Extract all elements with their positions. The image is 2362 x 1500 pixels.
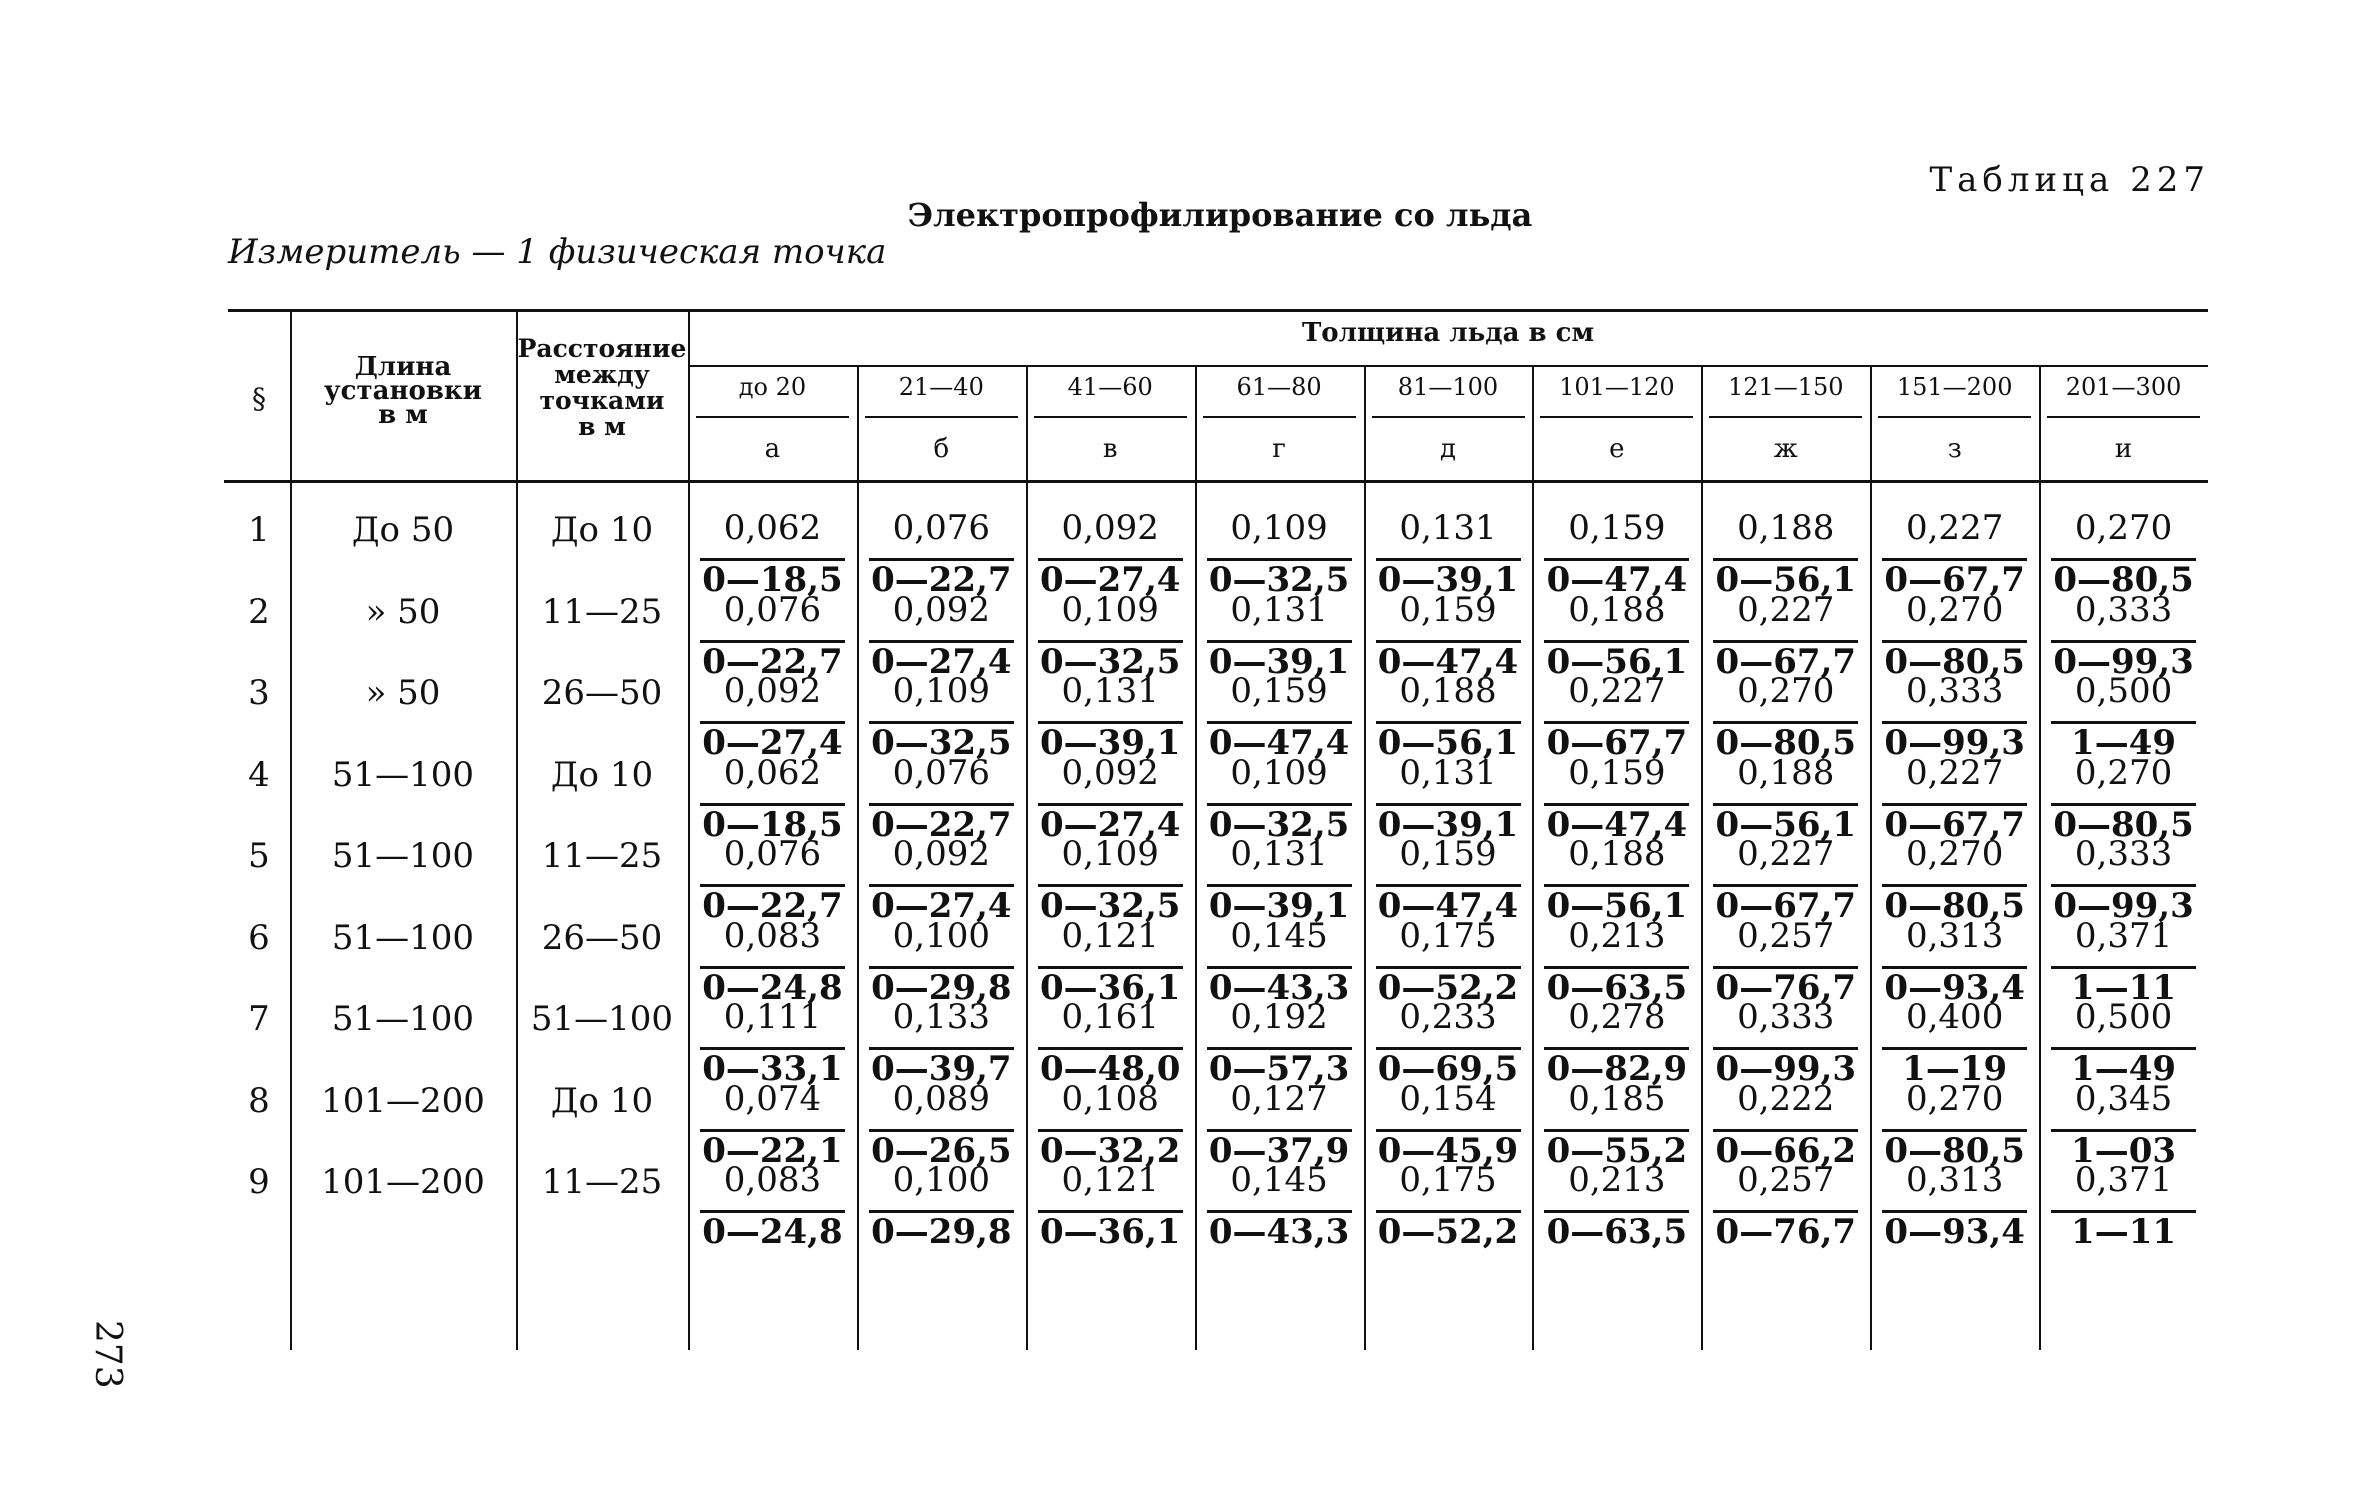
letter-header: д [1439,434,1456,464]
row-number: 1 [248,510,270,550]
range-underline [1709,416,1862,418]
row-number: 8 [248,1080,270,1121]
cell-price: 0—32,5 [1039,641,1181,682]
cell-price: 0—93,4 [1884,1212,2025,1252]
cell-coefficient: 0,270 [1905,1078,2004,1119]
cell-price: 1—49 [2071,723,2177,763]
cell-price: 0—80,5 [2053,560,2194,600]
cell-price: 0—24,8 [702,967,843,1008]
cell-coefficient: 0,188 [1737,508,1835,548]
installation-length: 51—100 [331,999,475,1039]
cell-coefficient: 0,159 [1568,752,1666,793]
installation-length: » 50 [365,591,441,632]
row-number: 2 [248,591,270,632]
cell-coefficient: 0,175 [1399,1160,1497,1200]
cell-coefficient: 0,076 [892,508,990,548]
cell-price: 0—22,1 [702,1130,843,1171]
cell-coefficient: 0,345 [2074,1078,2173,1119]
cell-coefficient: 0,083 [723,1160,822,1200]
cell-coefficient: 0,076 [723,834,822,874]
cell-price: 0—76,7 [1715,1212,1856,1252]
row-number: 4 [248,754,270,795]
row-number: 7 [248,999,270,1039]
cell-coefficient: 0,371 [2074,1160,2173,1200]
cell-price: 0—32,5 [1208,560,1350,600]
cell-price: 0—26,5 [871,1130,1012,1171]
cell-price: 0—33,1 [702,1049,843,1089]
cell-price: 1—11 [2071,1212,2177,1252]
cell-coefficient: 0,192 [1230,997,1328,1037]
cell-price: 0—80,5 [1884,641,2025,682]
cell-price: 0—27,4 [1039,804,1181,845]
cell-price: 0—39,1 [1039,723,1181,763]
cell-coefficient: 0,145 [1230,915,1328,956]
cell-price: 0—39,1 [1208,641,1350,682]
cell-coefficient: 0,213 [1568,1160,1666,1200]
range-underline [1878,416,2031,418]
cell-price: 0—80,5 [1884,886,2025,926]
cell-coefficient: 0,131 [1399,508,1497,548]
cell-coefficient: 0,131 [1230,834,1328,874]
letter-header: б [933,434,950,464]
cell-coefficient: 0,227 [1905,508,2004,548]
cell-price: 0—55,2 [1546,1130,1688,1171]
range-header: 151—200 [1896,373,2013,401]
distance-header-line: Расстояние [517,334,687,363]
cell-coefficient: 0,111 [723,997,822,1037]
cell-price: 0—18,5 [702,560,843,600]
cell-coefficient: 0,222 [1737,1078,1835,1119]
cell-price: 0—22,7 [871,804,1012,845]
range-underline [1540,416,1693,418]
installation-length: 51—100 [331,836,475,876]
distance-header-line: точками [539,386,665,415]
cell-coefficient: 0,109 [1061,589,1159,630]
row-number: 5 [248,836,270,876]
cell-coefficient: 0,270 [1905,589,2004,630]
range-underline [1372,416,1525,418]
cell-price: 1—11 [2071,967,2177,1008]
range-underline [2047,416,2200,418]
cell-coefficient: 0,074 [723,1078,822,1119]
point-distance: До 10 [550,510,654,550]
cell-price: 1—19 [1902,1049,2008,1089]
cell-coefficient: 0,127 [1230,1078,1328,1119]
cell-price: 0—80,5 [1884,1130,2025,1171]
cell-coefficient: 0,213 [1568,915,1666,956]
cell-coefficient: 0,227 [1737,589,1835,630]
installation-length: » 50 [365,673,441,713]
cell-price: 0—56,1 [1546,886,1688,926]
row-number: 3 [248,673,270,713]
cell-price: 0—67,7 [1884,804,2025,845]
range-underline [865,416,1018,418]
header-bottom-rule [224,480,2208,483]
letter-header: а [764,434,781,464]
cell-price: 0—82,9 [1546,1049,1688,1089]
cell-price: 0—48,0 [1039,1049,1181,1089]
cell-coefficient: 0,333 [2074,834,2173,874]
cell-price: 0—29,8 [871,1212,1012,1252]
cell-price: 0—63,5 [1546,1212,1688,1252]
page-number: 273 [87,1320,128,1389]
cell-price: 0—57,3 [1208,1049,1350,1089]
letter-header: е [1609,434,1625,464]
cell-price: 0—39,7 [871,1049,1012,1089]
cell-price: 0—37,9 [1208,1130,1350,1171]
cell-price: 0—47,4 [1546,804,1688,845]
cell-price: 0—56,1 [1546,641,1688,682]
cell-price: 0—24,8 [702,1212,843,1252]
cell-coefficient: 0,089 [892,1078,990,1119]
cell-price: 0—39,1 [1377,804,1519,845]
cell-price: 0—27,4 [1039,560,1181,600]
cell-coefficient: 0,109 [1230,508,1328,548]
point-distance: 11—25 [541,1162,663,1202]
letter-header: ж [1773,434,1798,464]
installation-length: 51—100 [331,917,475,958]
cell-coefficient: 0,121 [1061,915,1159,956]
cell-coefficient: 0,145 [1230,1160,1328,1200]
cell-coefficient: 0,092 [723,671,822,711]
cell-coefficient: 0,313 [1905,1160,2004,1200]
cell-coefficient: 0,278 [1568,997,1666,1037]
point-distance: До 10 [550,754,654,795]
cell-coefficient: 0,109 [892,671,990,711]
cell-coefficient: 0,257 [1737,1160,1835,1200]
cell-coefficient: 0,175 [1399,915,1497,956]
cell-price: 0—27,4 [702,723,843,763]
cell-coefficient: 0,270 [2074,508,2173,548]
unit-of-measure-note: Измеритель — 1 физическая точка [228,232,887,272]
cell-price: 0—45,9 [1377,1130,1519,1171]
distance-header-line: между [554,360,650,389]
cell-price: 0—22,7 [702,886,843,926]
cell-price: 0—47,4 [1208,723,1350,763]
cell-coefficient: 0,313 [1905,915,2004,956]
letter-header: и [2114,434,2133,464]
cell-coefficient: 0,076 [892,752,990,793]
cell-price: 0—56,1 [1715,804,1856,845]
cell-coefficient: 0,159 [1399,834,1497,874]
cell-coefficient: 0,371 [2074,915,2173,956]
cell-coefficient: 0,270 [1905,834,2004,874]
cell-price: 0—67,7 [1715,886,1856,926]
cell-price: 0—39,1 [1208,886,1350,926]
cell-coefficient: 0,109 [1061,834,1159,874]
cell-coefficient: 0,227 [1905,752,2004,793]
cell-price: 0—32,5 [871,723,1012,763]
cell-coefficient: 0,227 [1737,834,1835,874]
length-header-line: Длина [354,352,452,382]
cell-coefficient: 0,333 [1737,997,1835,1037]
cell-price: 0—56,1 [1715,560,1856,600]
cell-coefficient: 0,159 [1399,589,1497,630]
length-header-line: установки [324,376,482,406]
cell-price: 0—67,7 [1546,723,1688,763]
cell-coefficient: 0,257 [1737,915,1835,956]
range-header: 201—300 [2065,373,2182,401]
cell-price: 0—29,8 [871,967,1012,1008]
cell-price: 0—43,3 [1208,967,1350,1008]
cell-price: 0—99,3 [2053,641,2194,682]
cell-price: 0—56,1 [1377,723,1519,763]
point-distance: 26—50 [541,917,663,958]
cell-price: 0—99,3 [1884,723,2025,763]
letter-header: г [1272,434,1286,464]
cell-coefficient: 0,154 [1399,1078,1497,1119]
range-underline [696,416,849,418]
cell-price: 0—63,5 [1546,967,1688,1008]
row-number: 9 [248,1162,270,1202]
cell-price: 0—47,4 [1546,560,1688,600]
cell-price: 0—80,5 [1715,723,1856,763]
cell-coefficient: 0,188 [1399,671,1497,711]
cell-price: 0—47,4 [1377,641,1519,682]
cell-coefficient: 0,131 [1230,589,1328,630]
cell-coefficient: 0,092 [1061,752,1159,793]
installation-length: 101—200 [321,1162,485,1202]
point-distance: 11—25 [541,591,663,632]
cell-price: 0—66,2 [1715,1130,1856,1171]
cell-coefficient: 0,233 [1399,997,1497,1037]
cell-price: 0—32,5 [1208,804,1350,845]
cell-price: 0—93,4 [1884,967,2025,1008]
cell-price: 0—22,7 [871,560,1012,600]
thickness-header-rule [688,365,2208,367]
cell-coefficient: 0,159 [1568,508,1666,548]
cell-price: 0—67,7 [1884,560,2025,600]
cell-price: 0—99,3 [2053,886,2194,926]
cell-coefficient: 0,333 [1905,671,2004,711]
cell-price: 0—80,5 [2053,804,2194,845]
cell-price: 0—27,4 [871,886,1012,926]
cell-coefficient: 0,092 [1061,508,1159,548]
letter-header: з [1947,434,1962,464]
cell-price: 0—47,4 [1377,886,1519,926]
range-header: до 20 [738,373,807,401]
range-underline [1034,416,1187,418]
cell-coefficient: 0,109 [1230,752,1328,793]
cell-coefficient: 0,161 [1061,997,1159,1037]
cell-price: 0—18,5 [702,804,843,845]
cell-coefficient: 0,062 [723,508,822,548]
cell-coefficient: 0,092 [892,589,990,630]
table-top-rule [228,309,2208,312]
cell-price: 0—99,3 [1715,1049,1856,1089]
cell-price: 0—67,7 [1715,641,1856,682]
point-distance: 26—50 [541,673,663,713]
range-header: 61—80 [1236,373,1322,401]
section-header: § [252,382,266,415]
range-header: 21—40 [898,373,984,401]
cell-coefficient: 0,100 [892,915,990,956]
range-underline [1203,416,1356,418]
range-header: 101—120 [1559,373,1675,401]
cell-coefficient: 0,270 [1737,671,1835,711]
cell-coefficient: 0,108 [1061,1078,1159,1119]
cell-coefficient: 0,270 [2074,752,2173,793]
cell-price: 0—36,1 [1039,1212,1181,1252]
cell-price: 0—27,4 [871,641,1012,682]
cell-price: 0—52,2 [1377,1212,1519,1252]
thickness-header: Толщина льда в см [1301,318,1595,348]
distance-header-line: в м [578,412,626,441]
cell-coefficient: 0,500 [2074,671,2173,711]
cell-price: 0—39,1 [1377,560,1519,600]
cell-coefficient: 0,159 [1230,671,1328,711]
point-distance: 11—25 [541,836,663,876]
cell-price: 1—49 [2071,1049,2177,1089]
cell-price: 0—52,2 [1377,967,1519,1008]
table-label: Таблица 227 [1929,160,2210,200]
range-header: 81—100 [1397,373,1499,401]
cell-price: 0—32,5 [1039,886,1181,926]
cell-price: 0—32,2 [1039,1130,1181,1171]
cell-price: 0—36,1 [1039,967,1181,1008]
length-header-line: в м [378,400,428,430]
cell-coefficient: 0,062 [723,752,822,793]
point-distance: До 10 [550,1080,654,1121]
cell-price: 0—69,5 [1377,1049,1519,1089]
cell-coefficient: 0,185 [1568,1078,1666,1119]
document-title: Электропрофилирование со льда [907,196,1533,234]
cell-price: 0—22,7 [702,641,843,682]
cell-coefficient: 0,131 [1399,752,1497,793]
point-distance: 51—100 [530,999,674,1039]
cell-coefficient: 0,092 [892,834,990,874]
range-header: 41—60 [1067,373,1153,401]
cell-price: 1—03 [2071,1130,2177,1171]
cell-coefficient: 0,333 [2074,589,2173,630]
cell-coefficient: 0,188 [1568,834,1666,874]
row-number: 6 [248,917,270,958]
cell-coefficient: 0,076 [723,589,822,630]
cell-coefficient: 0,188 [1737,752,1835,793]
cell-coefficient: 0,400 [1905,997,2004,1037]
cell-coefficient: 0,131 [1061,671,1159,711]
cell-coefficient: 0,083 [723,915,822,956]
cell-price: 0—43,3 [1208,1212,1350,1252]
installation-length: 51—100 [331,754,475,795]
cell-coefficient: 0,100 [892,1160,990,1200]
cell-price: 0—76,7 [1715,967,1856,1008]
cell-coefficient: 0,133 [892,997,990,1037]
letter-header: в [1102,434,1118,464]
installation-length: 101—200 [321,1080,485,1121]
cell-coefficient: 0,227 [1568,671,1666,711]
cell-coefficient: 0,188 [1568,589,1666,630]
range-header: 121—150 [1727,373,1844,401]
cell-coefficient: 0,121 [1061,1160,1159,1200]
installation-length: До 50 [351,510,455,550]
cell-coefficient: 0,500 [2074,997,2173,1037]
